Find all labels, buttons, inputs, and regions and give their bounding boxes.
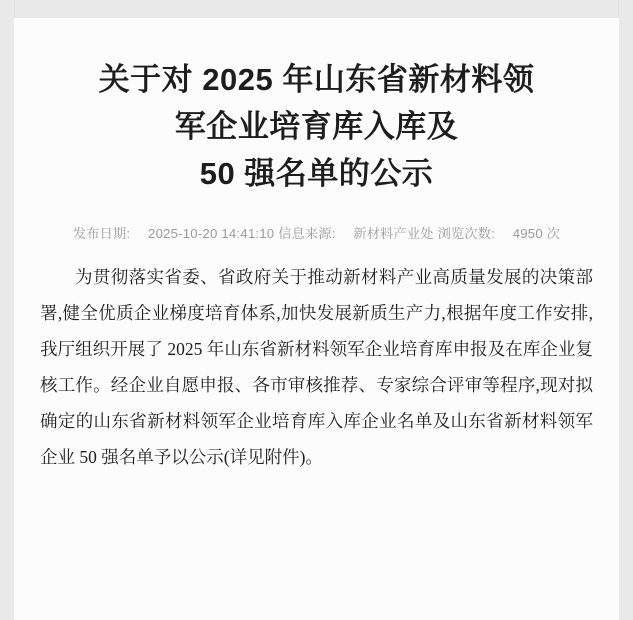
source-label: 信息来源: xyxy=(278,226,336,242)
page-title xyxy=(44,56,589,197)
page-right-margin xyxy=(618,0,633,620)
title-line-2: 军企业培育库入库及 xyxy=(174,109,459,145)
source-value: 新材料产业处 xyxy=(353,226,434,242)
document-meta xyxy=(36,223,597,242)
publish-date-label: 发布日期: xyxy=(72,226,131,242)
publish-date-value: 2025-10-20 14:41:10 xyxy=(148,226,275,242)
views-label: 浏览次数: xyxy=(437,226,495,242)
page-left-margin xyxy=(0,0,15,620)
views-value: 4950 次 xyxy=(512,226,561,242)
title-line-3: 50 强名单的公示 xyxy=(199,156,434,192)
document-paragraph: 为贯彻落实省委、省政府关于推动新材料产业高质量发展的决策部署,健全优质企业梯度培育体系,加快发展新质生产力,根据年度工作安排,我厅组织开展了 2025 年山东省新材料领军企业培育库申报及在库企业复核工作。经企业自愿申报、各市审核推荐、专家综合评审等程序,现对拟确定的山东省新材料领军企业培育库入库企业名单及山东省新材料领军企业 50 强名单予以公示(详见附件)。 xyxy=(40,267,593,467)
document-content xyxy=(14,18,619,620)
title-line-1: 关于对 2025 年山东省新材料领 xyxy=(98,62,535,97)
page-top-margin xyxy=(0,0,633,19)
